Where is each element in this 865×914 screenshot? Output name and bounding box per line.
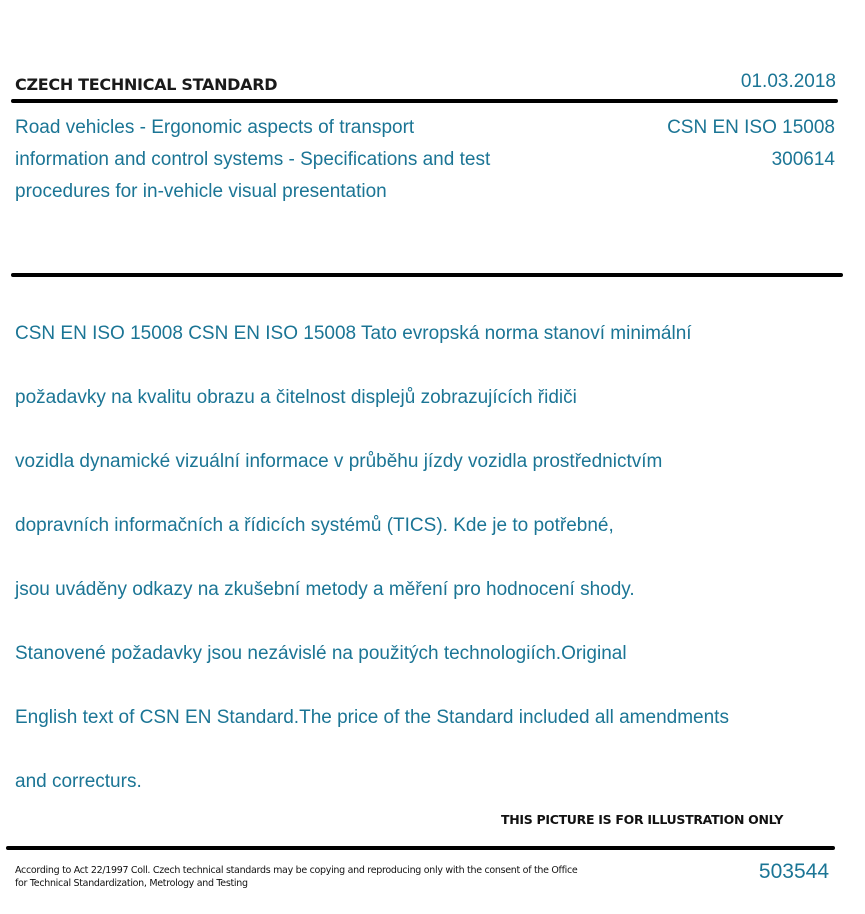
description-line: English text of CSN EN Standard.The price of the Standard included all amendments: [15, 707, 729, 728]
header-divider: [11, 99, 838, 103]
publication-date: 01.03.2018: [740, 71, 836, 92]
legal-notice-line: for Technical Standardization, Metrology and Testing: [15, 878, 248, 889]
description-line: vozidla dynamické vizuální informace v průběhu jízdy vozidla prostřednictvím: [15, 451, 663, 472]
description-line: and correcturs.: [15, 771, 142, 792]
standard-description: [15, 286, 845, 830]
footer-divider: [6, 846, 835, 850]
title-divider: [11, 273, 843, 277]
standard-title: Road vehicles - Ergonomic aspects of transport information and control systems - Specifications and test procedures for in-vehicle visual presentation: [15, 117, 491, 202]
standard-code: CSN EN ISO 15008: [667, 117, 835, 138]
illustration-notice: THIS PICTURE IS FOR ILLUSTRATION ONLY: [501, 812, 784, 827]
description-line: jsou uváděny odkazy na zkušební metody a měření pro hodnocení shody.: [15, 579, 635, 600]
standard-code-block: [667, 112, 835, 176]
catalog-number: 503544: [758, 860, 829, 883]
legal-notice: [15, 864, 595, 890]
legal-notice-line: According to Act 22/1997 Coll. Czech technical standards may be copying and reproducing only with the consent of the Office: [15, 865, 578, 876]
document-type-label: CZECH TECHNICAL STANDARD: [15, 75, 278, 94]
description-line: CSN EN ISO 15008 CSN EN ISO 15008 Tato evropská norma stanoví minimální: [15, 323, 692, 344]
description-line: Stanovené požadavky jsou nezávislé na použitých technologiích.Original: [15, 643, 627, 664]
description-line: dopravních informačních a řídicích systémů (TICS). Kde je to potřebné,: [15, 515, 614, 536]
class-number: 300614: [771, 149, 835, 170]
description-line: požadavky na kvalitu obrazu a čitelnost displejů zobrazujících řidiči: [15, 387, 577, 408]
